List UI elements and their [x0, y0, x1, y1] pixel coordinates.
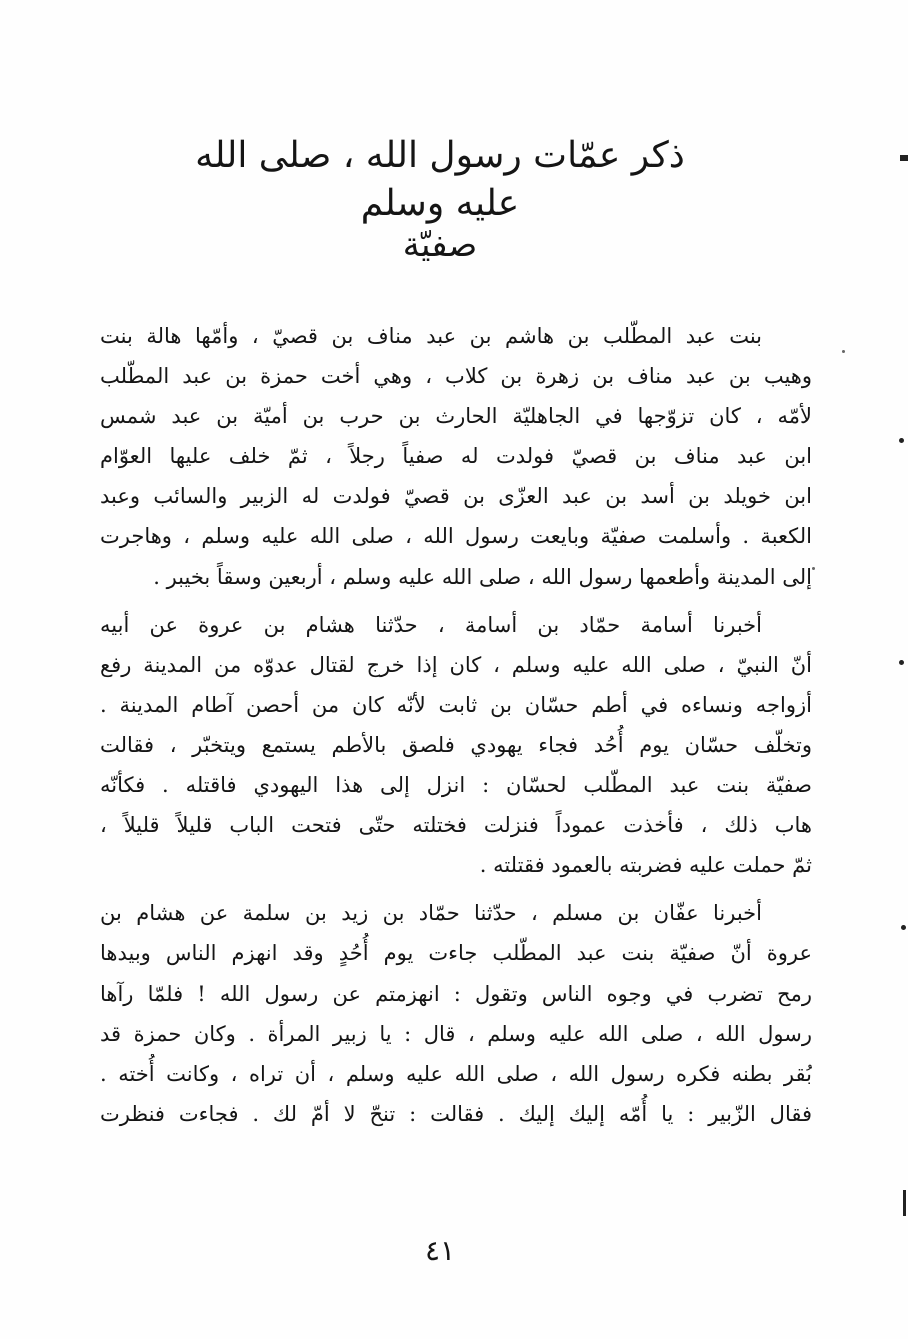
text-line: أزواجه ونساءه في أطم حسّان بن ثابت لأنّه كان من أحصن آطام المدينة .: [100, 692, 812, 717]
scan-edge-dot: [901, 925, 906, 930]
text-line: بُقر بطنه فكره رسول الله ، صلى الله عليه وسلم ، أن تراه ، وكانت أُخته .: [100, 1061, 812, 1086]
text-line: ابن عبد مناف بن قصيّ فولدت له صفياً رجلاً ، ثمّ خلف عليها العوّام: [100, 444, 812, 469]
text-line: لأمّه ، كان تزوّجها في الجاهليّة الحارث بن حرب بن أميّة بن عبد شمس: [100, 404, 812, 429]
scan-edge-mark: [903, 1190, 906, 1216]
paragraph: [100, 605, 812, 886]
text-line: وهيب بن عبد مناف بن زهرة بن كلاب ، وهي أخت حمزة بن عبد المطّلب: [100, 364, 812, 389]
text-line: أخبرنا عفّان بن مسلم ، حدّثنا حمّاد بن زيد بن سلمة عن هشام بن: [100, 901, 762, 926]
text-line: هاب ذلك ، فأخذت عموداً فنزلت فختلته حتّى فتحت الباب قليلاً قليلاً ،: [100, 813, 812, 838]
text-line: عروة أنّ صفيّة بنت عبد المطّلب جاءت يوم أُحُدٍ وقد انهزم الناس وبيدها: [100, 941, 812, 966]
text-line: وتخلّف حسّان يوم أُحُد فجاء يهودي فلصق بالأطم يستمع ويتخبّر ، فقالت: [100, 732, 812, 757]
text-line: صفيّة بنت عبد المطّلب لحسّان : انزل إلى هذا اليهودي فاقتله . فكأنّه: [100, 773, 812, 798]
text-line: ثمّ حملت عليه فضربته بالعمود فقتلته .: [479, 853, 812, 878]
body-text: [100, 316, 812, 1142]
text-line: رسول الله ، صلى الله عليه وسلم ، قال : يا زبير المرأة . وكان حمزة قد: [100, 1021, 812, 1046]
page-number: ٤١: [424, 1234, 456, 1267]
text-line: أنّ النبيّ ، صلى الله عليه وسلم ، كان إذا خرج لقتال عدوّه من المدينة رفع: [100, 652, 812, 677]
chapter-title: ذكر عمّات رسول الله ، صلى الله عليه وسلم: [195, 135, 685, 224]
paragraph: [100, 893, 812, 1134]
text-line: أخبرنا أسامة حمّاد بن أسامة ، حدّثنا هشام بن عروة عن أبيه: [100, 612, 762, 637]
text-line: ابن خويلد بن أسد بن عبد العزّى بن قصيّ فولدت له الزبير والسائب وعبد: [100, 484, 812, 509]
scan-edge-mark: [900, 155, 908, 161]
text-line: إلى المدينة وأطعمها رسول الله ، صلى الله عليه وسلم ، أربعين وسقاً بخيبر .: [153, 564, 812, 589]
scan-speck: [842, 350, 845, 353]
text-line: بنت عبد المطّلب بن هاشم بن عبد مناف بن قصيّ ، وأمّها هالة بنت: [100, 324, 762, 348]
scan-speck: [812, 567, 815, 570]
text-line: فقال الزّبير : يا أُمّه إليك إليك . فقالت : تنحّ لا أمّ لك . فجاءت فنظرت: [100, 1101, 812, 1126]
scan-edge-dot: [899, 438, 904, 443]
section-heading: صفيّة: [402, 225, 478, 265]
text-line: رمح تضرب في وجوه الناس وتقول : انهزمتم عن رسول الله ! فلمّا رآها: [100, 981, 812, 1006]
text-line: الكعبة . وأسلمت صفيّة وبايعت رسول الله ، صلى الله عليه وسلم ، وهاجرت: [100, 524, 812, 549]
paragraph: [100, 316, 812, 597]
scan-edge-dot: [899, 660, 904, 665]
